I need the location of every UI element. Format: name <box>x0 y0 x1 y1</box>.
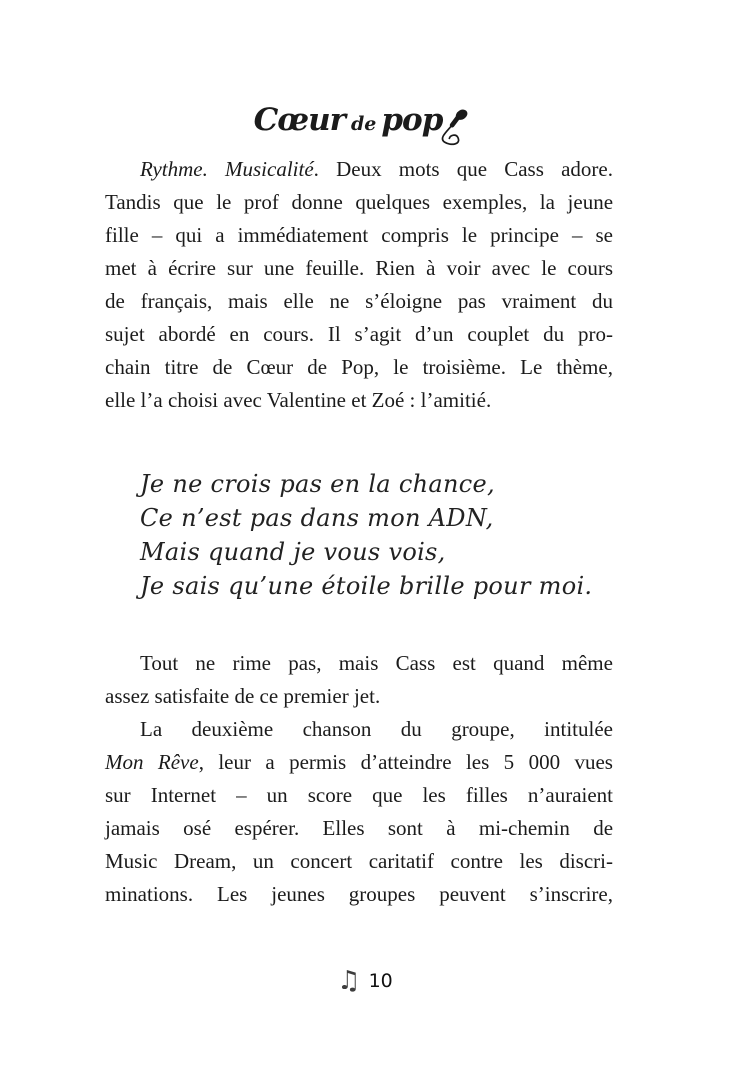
page-number: 10 <box>368 969 393 992</box>
text-run: Tandis que le prof donne quelques exemples, la jeune <box>105 190 614 214</box>
text-run: fille – qui a immédiatement compris le principe – se <box>105 223 613 247</box>
lyrics-block <box>140 467 613 603</box>
text-line <box>105 153 613 186</box>
text-run: minations. Les jeunes groupes peuvent s’inscrire, <box>105 882 613 906</box>
text-line <box>105 186 613 219</box>
lyric-line: Mais quand je vous vois, <box>140 538 446 566</box>
text-run: de français, mais elle ne s’éloigne pas vraiment du <box>105 289 614 313</box>
text-line <box>105 845 613 878</box>
text-line <box>105 878 613 911</box>
text-run: elle l’a choisi avec Valentine et Zoé : l’amitié. <box>105 388 492 412</box>
text-line <box>105 812 613 845</box>
lyric-line: Je ne crois pas en la chance, <box>140 470 495 498</box>
lyric-line: Ce n’est pas dans mon ADN, <box>140 504 494 532</box>
text-run: Music Dream, un concert caritatif contre les discri- <box>105 849 613 873</box>
paragraph-1 <box>105 153 613 417</box>
page-title <box>0 90 730 138</box>
text-run: . Deux mots que Cass adore. <box>313 157 613 181</box>
text-line <box>105 219 613 252</box>
microphone-icon <box>438 107 472 152</box>
paragraph-3 <box>105 713 613 911</box>
text-run: , leur a permis d’atteindre les 5 000 vues <box>198 750 613 774</box>
text-run: sur Internet – un score que les filles n’auraient <box>105 783 614 807</box>
title-word-pop: pop <box>381 102 443 138</box>
text-run: La deuxième chanson du groupe, intitulée <box>140 717 613 741</box>
text-line <box>105 680 613 713</box>
text-run: sujet abordé en cours. Il s’agit d’un couplet du pro- <box>105 322 613 346</box>
title-word-de: de <box>351 113 377 135</box>
music-notes-icon: ♫ <box>337 966 361 996</box>
italic-text-run: Rythme. Musicalité <box>140 157 314 181</box>
text-line <box>105 779 613 812</box>
text-line <box>105 713 613 746</box>
paragraph-2 <box>105 647 613 713</box>
text-run: met à écrire sur une feuille. Rien à voir avec le cours <box>105 256 614 280</box>
text-line <box>105 351 613 384</box>
text-line <box>105 318 613 351</box>
text-line <box>105 285 613 318</box>
text-line <box>105 746 613 779</box>
italic-text-run: Mon Rêve <box>105 750 199 774</box>
page-footer <box>0 968 730 994</box>
text-line <box>105 647 613 680</box>
title-word-coeur: Cœur <box>253 102 345 138</box>
text-column <box>105 153 613 911</box>
text-line <box>105 384 613 417</box>
lyric-line: Je sais qu’une étoile brille pour moi. <box>140 572 593 600</box>
text-run: Tout ne rime pas, mais Cass est quand même <box>140 651 613 675</box>
text-run: chain titre de Cœur de Pop, le troisième. Le thème, <box>105 355 613 379</box>
text-line <box>105 252 613 285</box>
text-run: jamais osé espérer. Elles sont à mi-chemin de <box>105 816 614 840</box>
text-run: assez satisfaite de ce premier jet. <box>105 684 381 708</box>
